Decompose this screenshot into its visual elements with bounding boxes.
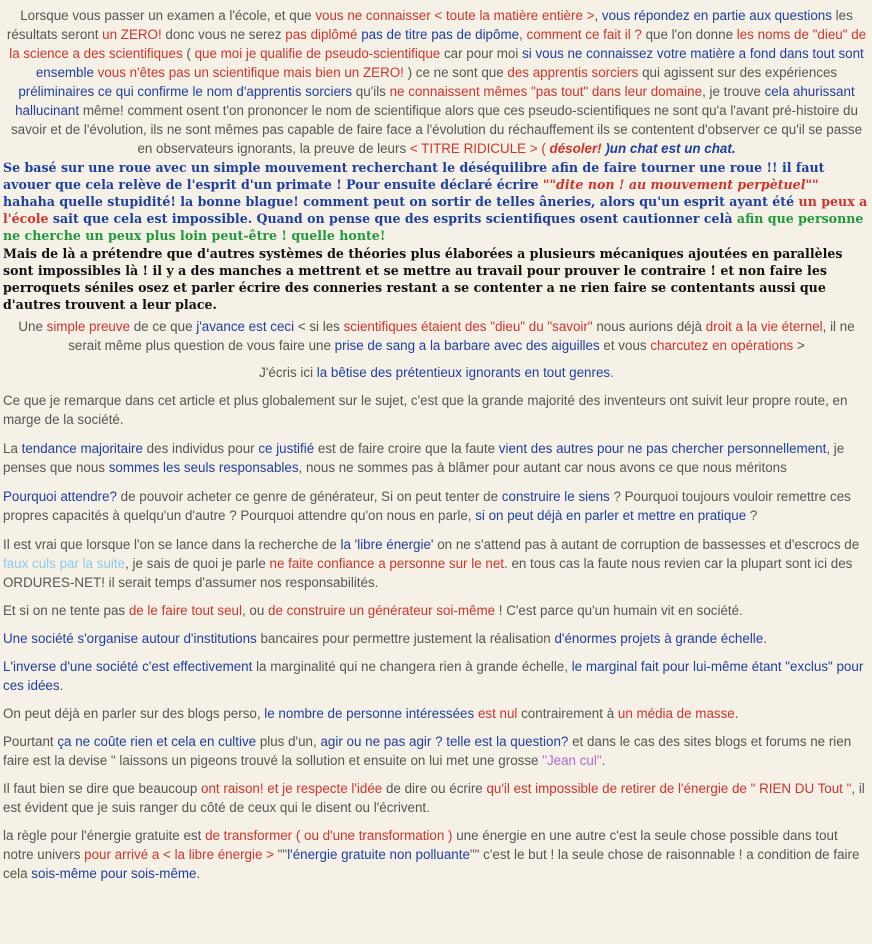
text-run: Il est vrai que lorsque l'on se lance dans la recherche de [3, 537, 341, 552]
text-run: , [519, 27, 527, 42]
article-text [3, 6, 870, 883]
text-run: > [793, 338, 805, 353]
text-run: et dans le cas des sites blogs et forums ne rien faire est la devise " laissons un pigeons trouvé la sollution et ensuite on lui met une grosse [3, 734, 852, 768]
text-run: "Jean cul" [542, 753, 602, 768]
text-run: que moi je qualifie de pseudo-scientifique [194, 46, 441, 61]
text-run: . [734, 706, 739, 721]
text-run: pas de titre pas de dipôme [361, 27, 520, 42]
text-run: le nombre de personne intéressées [264, 706, 475, 721]
text-run: ? Pourquoi toujours vouloir remettre ces propres capacités à quelqu'un d'autre ? Pourquoi attendre qu'on nous en parle, [3, 489, 851, 523]
text-run: bancaires pour permettre justement la réalisation [256, 631, 555, 646]
text-run: "" c'est le but ! la seule chose de raisonnable ! a condition de faire cela [3, 847, 860, 881]
text-run: de ce que [129, 319, 197, 334]
text-run: Mais de là a prétendre que d'autres systèmes de théories plus élaborées a plusieurs mécaniques ajoutées en parallèles sont impossibles là ! il y a des manches a mettrent et se mettre au travail pour prouver le contraire ! et non faire les perroquets séniles osez et parler écrire des conneries restant a se contenter a ne rien faire se contentants aussi que d'autres trouvent a leur place. [3, 246, 843, 312]
text-run: préliminaires ce qui confirme le nom d'apprentis sorciers [18, 84, 353, 99]
text-run: , nous ne sommes pas à blâmer pour autant car nous avons ce que nous méritons [298, 460, 787, 475]
text-run: . en tous cas la faute nous revien car la plupart sont ici des ORDURES-NET! il serait temps d'assumer nos responsabilités. [3, 556, 853, 590]
text-run: . [601, 753, 606, 768]
text-run: Une [18, 319, 47, 334]
text-run: scientifiques étaient des "dieu" du "savoir" [343, 319, 593, 334]
text-run: , [594, 8, 602, 23]
text-run: qu'ils [352, 84, 390, 99]
text-run: simple preuve [46, 319, 130, 334]
text-run: l'énergie gratuite non polluante [287, 847, 470, 862]
text-run: ""dite non ! au mouvement perpètuel"" [542, 177, 819, 192]
text-run: Se basé sur une roue avec un simple mouvement recherchant le déséquilibre afin de faire tourner une roue !! il faut avouer que cela relève de l'esprit d'un primate ! Pour ensuite déclaré écrire [3, 160, 825, 192]
text-run: de le faire tout seul [128, 603, 242, 618]
paragraph [3, 245, 870, 313]
text-run: faux culs par la suite [3, 556, 126, 571]
text-run: de construire un générateur soi-même [268, 603, 496, 618]
text-run: des individus pour [142, 441, 259, 456]
text-run: sait que cela est impossible. Quand on pense que des esprits scientifiques osent cautionner celà [48, 211, 737, 226]
text-run: Ce que je remarque dans cet article et plus globalement sur le sujet, c'est que la grande majorité des inventeurs ont suivit leur propre route, en marge de la société. [3, 393, 848, 427]
text-run: charcutez en opérations [650, 338, 794, 353]
text-run: , ou [241, 603, 269, 618]
text-run: cela ahurissant hallucinant [15, 84, 855, 118]
text-run: Il faut bien se dire que beaucoup [3, 781, 202, 796]
paragraph [3, 535, 870, 592]
text-run: plus d'un, [256, 734, 321, 749]
text-run: la 'libre énergie' [340, 537, 434, 552]
text-run: les noms de "dieu" de la science a des scientifiques [9, 27, 867, 61]
text-run: . [763, 631, 767, 646]
text-run: on ne s'attend pas à autant de corruption de bassesses et d'escrocs de [433, 537, 860, 552]
text-run: . [610, 365, 614, 380]
paragraph [3, 439, 870, 477]
text-run: une énergie en une autre c'est la seule chose possible dans tout notre univers [3, 828, 838, 862]
text-run: qui agissent sur des expériences [638, 65, 838, 80]
paragraph [3, 629, 870, 648]
text-run: si on peut déjà en parler et mettre en pratique [475, 508, 747, 523]
paragraph [3, 601, 870, 620]
text-run: hahaha quelle stupidité! la bonne blague! comment peut on sortir de telles âneries, alors qu'un esprit ayant été [3, 194, 799, 209]
text-run: est nul [477, 706, 518, 721]
text-run: ) ce ne sont que [403, 65, 508, 80]
text-run: construire le siens [501, 489, 610, 504]
text-run: un média de masse [617, 706, 735, 721]
text-run: les résultats seront [6, 8, 853, 42]
paragraph [3, 391, 870, 429]
paragraph [3, 657, 870, 695]
text-run: afin que personne ne cherche un peux plus loin peut-être ! quelle honte! [3, 211, 864, 243]
text-run: < si les [294, 319, 344, 334]
text-run: . [196, 866, 201, 881]
text-run: vous n'êtes pas un scientifique mais bien un ZERO! [97, 65, 404, 80]
text-run: si vous ne connaissez votre matière a fond dans tout sont ensemble [35, 46, 864, 80]
text-run: et vous [599, 338, 651, 353]
paragraph [3, 826, 870, 883]
text-run: prise de sang a la barbare avec des aiguilles [334, 338, 600, 353]
text-run: désoler! [545, 141, 606, 156]
text-run: j'avance est ceci [196, 319, 295, 334]
paragraph [3, 487, 870, 525]
text-run: ce justifié [258, 441, 315, 456]
text-run: , je sais de quoi je parle [125, 556, 270, 571]
text-run: tendance majoritaire [21, 441, 143, 456]
text-run: la règle pour l'énergie gratuite est [3, 828, 206, 843]
text-run: donc vous ne serez [161, 27, 286, 42]
text-run: vous ne connaisser < toute la matière entière > [315, 8, 595, 23]
text-run: L'inverse d'une société c'est effectivement [3, 659, 253, 674]
text-run: droit a la vie éternel [705, 319, 823, 334]
paragraph [3, 779, 870, 817]
text-run: de dire ou écrire [382, 781, 487, 796]
paragraph [3, 732, 870, 770]
text-run: un ZERO! [102, 27, 162, 42]
text-run: agir ou ne pas agir ? telle est la question? [320, 734, 569, 749]
text-run: d'énormes projets à grande échelle [554, 631, 764, 646]
text-run: de pouvoir acheter ce genre de générateur, Si on peut tenter de [116, 489, 502, 504]
paragraph [3, 363, 870, 382]
text-run: un peux a l'école [3, 194, 868, 226]
text-run: comment ce fait il ? [526, 27, 642, 42]
text-run: sommes les seuls responsables [108, 460, 299, 475]
paragraph [3, 317, 870, 355]
text-run: la bêtise des prétentieux ignorants en tout genres [316, 365, 611, 380]
text-run: , je penses que nous [3, 441, 845, 475]
text-run: ça ne coûte rien et cela en cultive [57, 734, 257, 749]
text-run: )un chat est un chat. [605, 141, 736, 156]
text-run: sois-même pour sois-même [31, 866, 197, 881]
text-run: . [59, 678, 64, 693]
text-run: ( [182, 46, 195, 61]
text-run: , il est évident que je suis ranger du côté de ceux qui le disent ou l'écrivent. [3, 781, 865, 815]
text-run: car pour moi [440, 46, 523, 61]
text-run: < TITRE RIDICULE > ( [409, 141, 546, 156]
text-run: , il ne serait même plus question de vous faire une [68, 319, 855, 353]
text-run: On peut déjà en parler sur des blogs perso, [3, 706, 265, 721]
text-run: pas diplômé [285, 27, 358, 42]
text-run: que l'on donne [641, 27, 737, 42]
text-run: , je trouve [702, 84, 765, 99]
text-run: des apprentis sorciers [507, 65, 639, 80]
text-run: vous répondez en partie aux questions [601, 8, 832, 23]
text-run: ne faite confiance a personne sur le net [269, 556, 504, 571]
paragraph [3, 6, 870, 158]
text-run: vient des autres pour ne pas chercher personnellement [498, 441, 827, 456]
text-run: qu'il est impossible de retirer de l'énergie de " RIEN DU Tout " [486, 781, 852, 796]
text-run: "" [273, 847, 288, 862]
paragraph [3, 159, 870, 244]
text-run: même! comment osent t'on prononcer le nom de scientifique alors que ces pseudo-scientifiques ne sont qu'a l'avant pré-histoire du savoir et de l'évolution, ils ne sont mêmes pas capable de faire face a l'évolution du réchauffement ils se contentent d'observer ce qu'il se passe en observateurs ignorants, la preuve de leurs [10, 103, 863, 156]
text-run: ? [746, 508, 758, 523]
text-run: de transformer ( ou d'une transformation ) [205, 828, 453, 843]
text-run: Pourquoi attendre? [3, 489, 117, 504]
text-run: pour arrivé a < la libre énergie > [84, 847, 274, 862]
text-run: Lorsque vous passer un examen a l'école, et que [20, 8, 316, 23]
text-run: est de faire croire que la faute [314, 441, 499, 456]
text-run: La [3, 441, 22, 456]
text-run: contrairement à [517, 706, 618, 721]
text-run: le marginal fait pour lui-même étant "exclus" pour ces idées [3, 659, 864, 693]
text-run: nous aurions déjà [592, 319, 706, 334]
text-run: ! C'est parce qu'un humain vit en société. [495, 603, 743, 618]
text-run: Et si on ne tente pas [3, 603, 129, 618]
paragraph [3, 704, 870, 723]
text-run: J'écris ici [259, 365, 317, 380]
text-run: ne connaissent mêmes "pas tout" dans leur domaine [389, 84, 703, 99]
text-run: ont raison! et je respecte l'idée [201, 781, 383, 796]
text-run: Une société s'organise autour d'institutions [3, 631, 257, 646]
text-run: Pourtant [3, 734, 58, 749]
text-run: la marginalité qui ne changera rien à grande échelle, [252, 659, 572, 674]
